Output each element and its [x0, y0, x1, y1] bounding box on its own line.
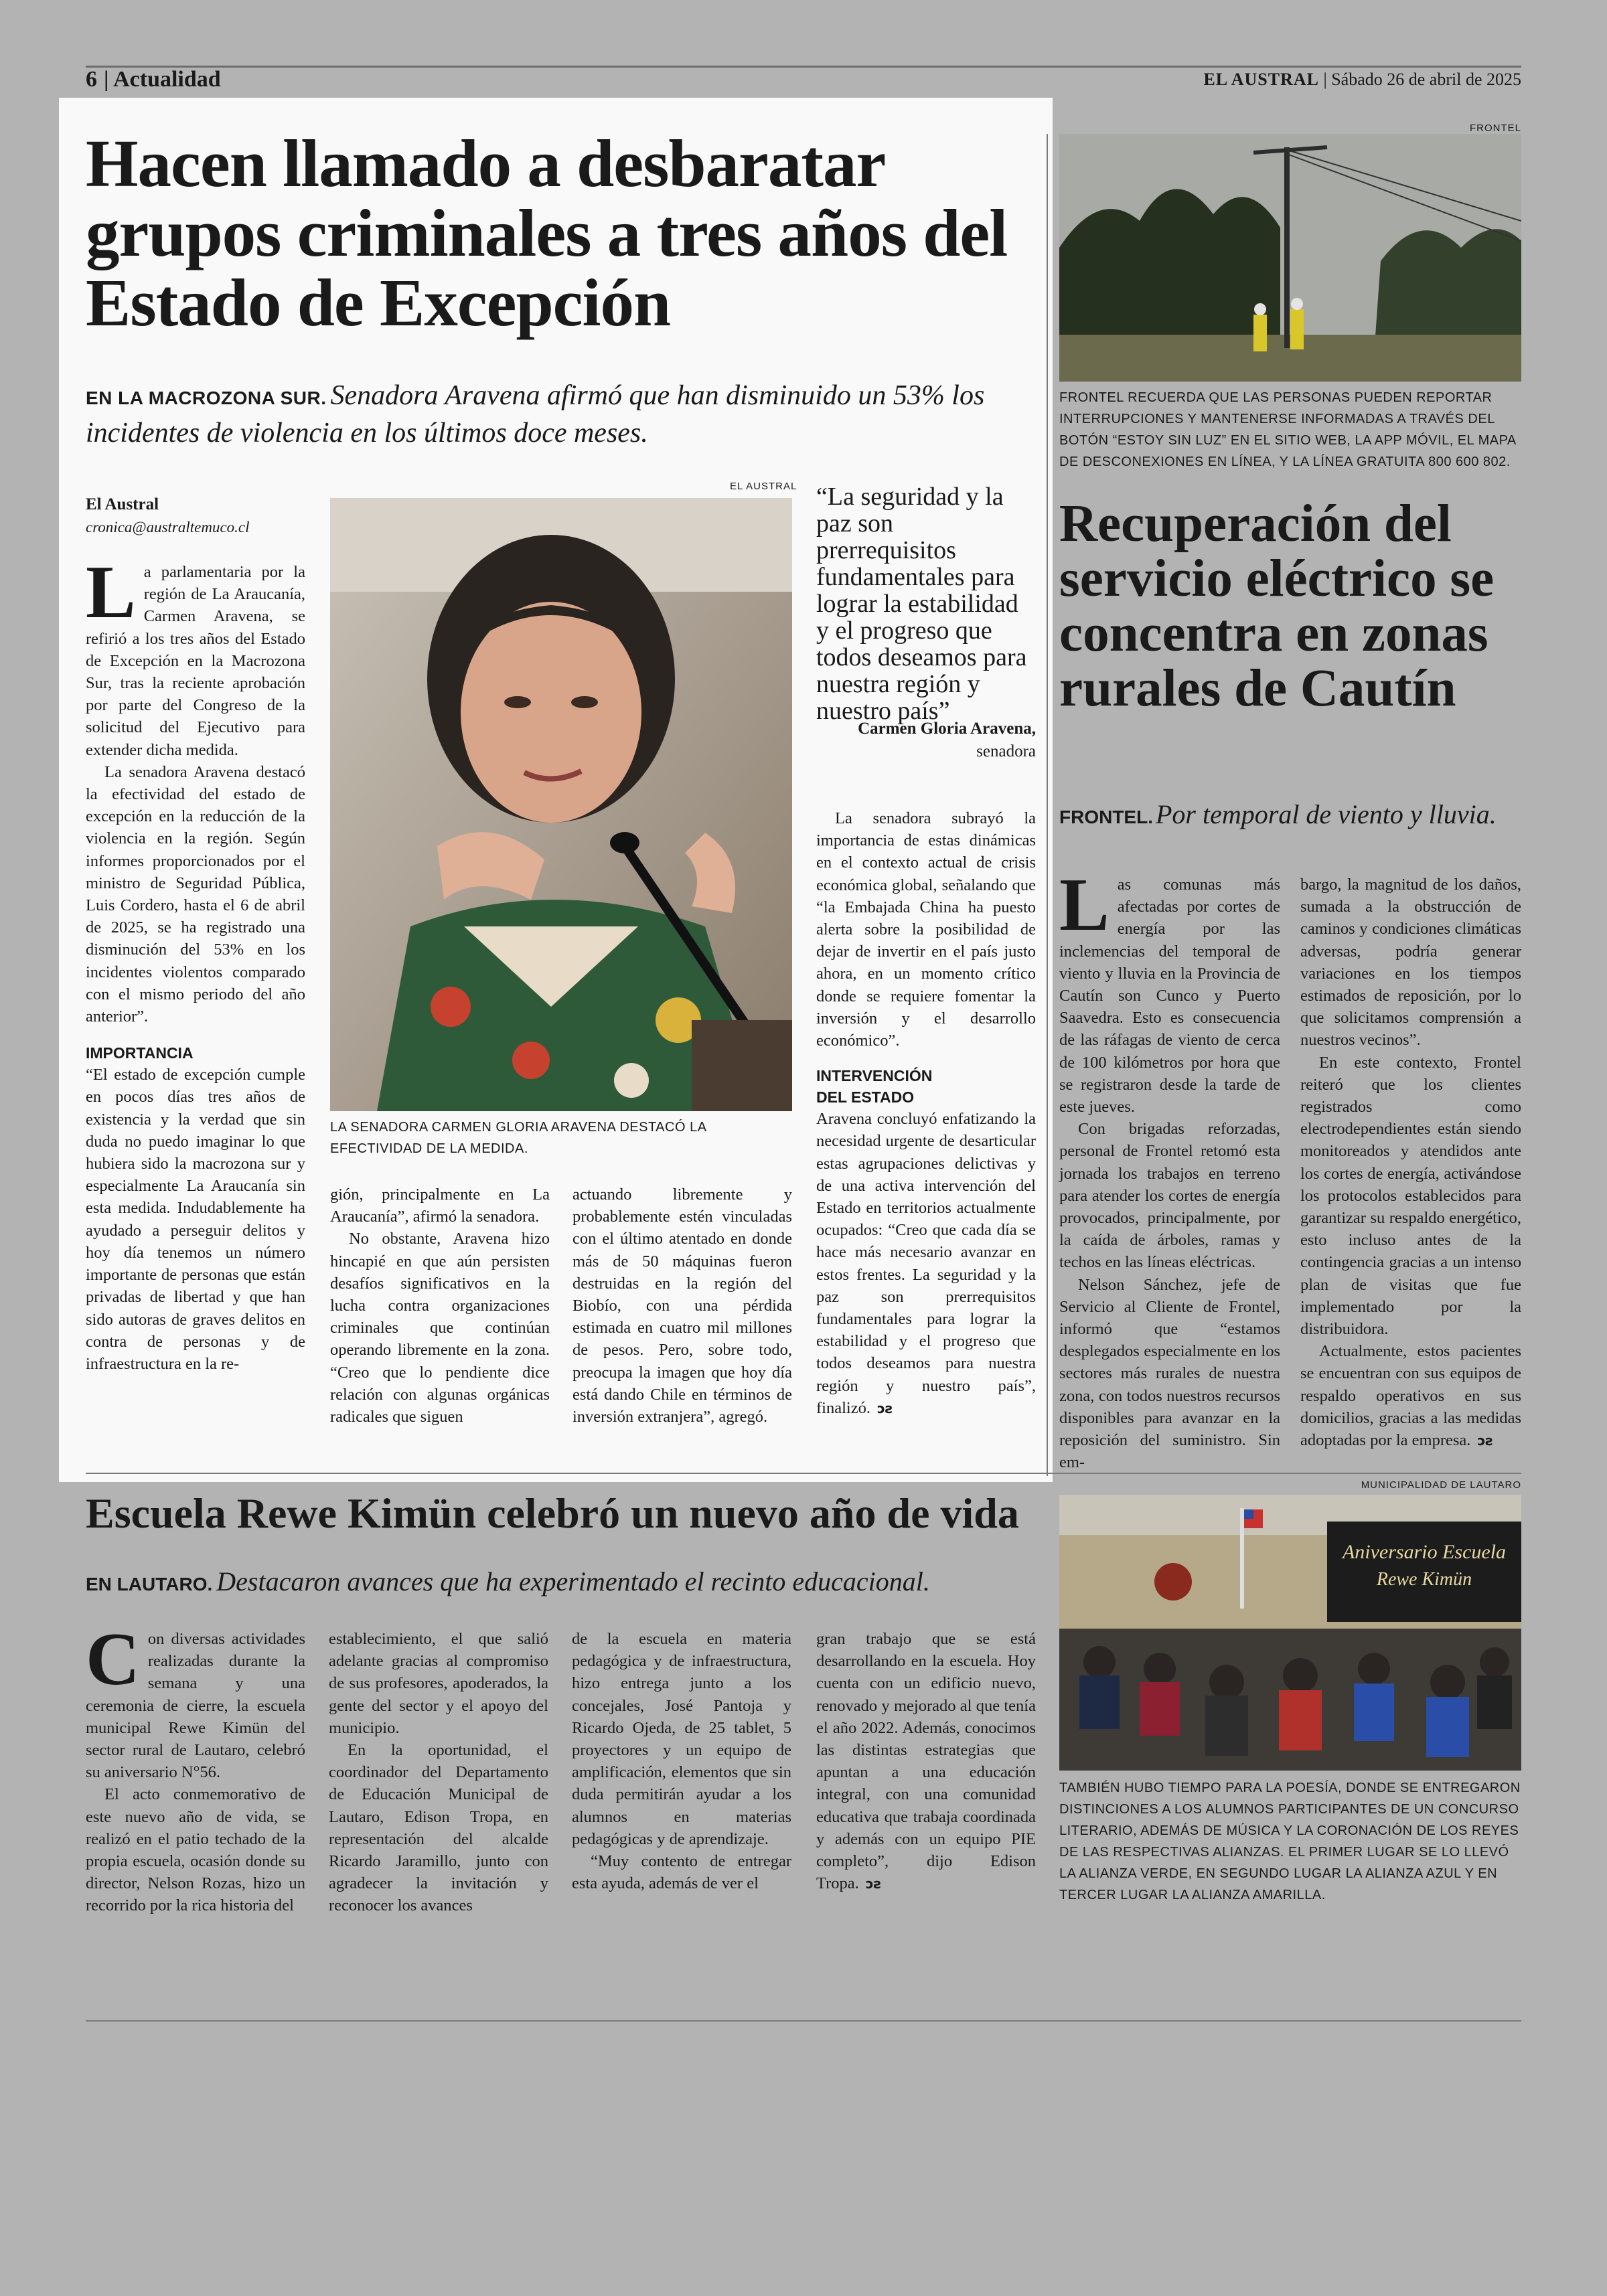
- lead-paragraph: [816, 1108, 1036, 1420]
- banner-line-1: Aniversario Escuela: [1342, 1541, 1507, 1563]
- bottom-paragraph: “Muy contento de entregar esta ayuda, además de ver el: [572, 1852, 791, 1893]
- side-kicker: FRONTEL.: [1059, 807, 1153, 827]
- byline: El Austral: [86, 495, 159, 513]
- side-paragraph: [1300, 1340, 1521, 1452]
- page-number: 6: [86, 67, 97, 92]
- lead-paragraph: actuando libremente y probablemente estén vinculadas con el último atentado en donde más de 50 máquinas fueron destruidas en la región del Biobío, con una pérdida estimada en cuatro mil millones de pesos. Pero, sobre todo, preocupa la imagen que hoy día está dando Chile en términos de inversión extranjera”, agregó.: [572, 1185, 792, 1426]
- bottom-paragraph: Con diversas actividades realizadas durante la semana y una ceremonia de cierre, la escuela municipal Rewe Kimün del sector rural de Lautaro, celebró su aniversario N°56.: [86, 1618, 305, 1782]
- power-line-photo: [1059, 134, 1521, 382]
- side-photo-credit: FRONTEL: [1469, 122, 1521, 134]
- lead-subhead-intervencion: INTERVENCIÓN DEL ESTADO: [816, 1067, 933, 1106]
- lead-photo-credit: EL AUSTRAL: [730, 481, 797, 492]
- bottom-closing-text: gran trabajo que se está desarrollando en la escuela. Hoy cuenta con un edificio nuevo, renovado y mejorado al que tenía el año 2022. Además, conocimos las distintas estrategias que apuntan a una educación integral, con una comunidad educativa que trabaja coordinada y además con un equipo PIE completo”, dijo Edison Tropa.: [816, 1630, 1036, 1893]
- bottom-deck: [86, 1565, 1050, 1601]
- lead-paragraph: La senadora subrayó la importancia de estas dinámicas en el contexto actual de crisis económica global, señalando que “la Embajada China ha puesto alerta sobre la posibilidad de dejar de invertir en el país justo ahora, en un momento crítico donde se requiere fomentar la inversión y el desarrollo económico”.: [816, 809, 1036, 1050]
- lead-paragraph: gión, principalmente en La Araucanía”, afirmó la senadora.: [330, 1185, 550, 1226]
- bottom-column-3: [572, 1628, 791, 1894]
- lead-column-4: [816, 807, 1036, 1420]
- school-ceremony-photo: [1059, 1495, 1521, 1771]
- bottom-paragraph: establecimiento, el que salió adelante gracias al compromiso de sus profesores, apoderados, la gente del sector y el apoyo del municipio.: [329, 1630, 548, 1737]
- lead-deck: [86, 378, 1050, 450]
- bottom-column-2: [329, 1628, 548, 1917]
- bottom-rule: [86, 2020, 1521, 2022]
- lead-column-3: [572, 1183, 792, 1428]
- senator-photo-illustration: [330, 498, 792, 1111]
- masthead: [1203, 70, 1521, 90]
- bottom-column-1: [86, 1618, 305, 1917]
- side-paragraph: Con brigadas reforzadas, personal de Frontel retomó esta jornada los trabajos en terreno para atender los cortes de energía provocados, principalmente, por la caída de árboles, ramas y techos en las líneas eléctricas.: [1059, 1120, 1280, 1272]
- bottom-paragraph: En la oportunidad, el coordinador del Departamento de Educación Municipal de Lautaro, Edison Tropa, en representación del alcalde Ricardo Jaramillo, junto con agradecer la invitación y reconocer los avances: [329, 1741, 548, 1915]
- bottom-kicker: EN LAUTARO.: [86, 1574, 213, 1594]
- side-paragraph: En este contexto, Frontel reiteró que los clientes registrados como electrodependientes están siendo monitoreados y atendidos ante los cortes de energía, activándose los protocolos establecidos para garantizar su respaldo energético, esto incluso antes de la contingencia gracias a un intenso plan de visitas que fue implementado por la distribuidora.: [1300, 1053, 1521, 1339]
- quote-author: Carmen Gloria Aravena,: [858, 720, 1036, 738]
- section-name: | Actualidad: [104, 67, 221, 92]
- end-of-article-mark: ↄƨ: [1477, 1432, 1494, 1449]
- column-divider: [1047, 134, 1048, 1476]
- side-paragraph: Nelson Sánchez, jefe de Servicio al Cliente de Frontel, informó que “estamos desplegados especialmente en los sectores más rurales de nuestra zona, con todos nuestros recursos disponibles para avanzar en la reposición del suministro. Sin em-: [1059, 1275, 1280, 1472]
- lead-column-2: [330, 1183, 550, 1428]
- lead-closing-text: Aravena concluyó enfatizando la necesidad urgente de desarticular estas agrupaciones delictivas y de una activa intervención del Estado en territorios actualmente ocupados: “Creo que cada día se hace más necesario avanzar en estos frentes. La seguridad y la paz son prerrequisitos fundamentales para lograr la estabilidad y el progreso que todos deseamos para nuestra región y nuestro país”, finalizó.: [816, 1110, 1036, 1417]
- quote-role: senadora: [976, 742, 1036, 760]
- side-paragraph: bargo, la magnitud de los daños, sumada a la obstrucción de caminos y condiciones climáticas adversas, podría generar variaciones en los tiempos estimados de reposición, por lo que solicitamos comprensión a nuestros vecinos”.: [1300, 876, 1521, 1050]
- lead-subhead-importancia: IMPORTANCIA: [86, 1044, 194, 1062]
- side-column-1: [1059, 864, 1280, 1473]
- bottom-column-4: [816, 1628, 1036, 1895]
- pull-quote: “La seguridad y la paz son prerrequisitos fundamentales para lograr la estabilidad y el progreso que todos deseamos para nuestra región y nuestro país”: [816, 483, 1027, 725]
- school-ceremony-illustration: [1059, 1495, 1521, 1771]
- lead-column-1: [86, 551, 305, 1375]
- bottom-deck-text: Destacaron avances que ha experimentado el recinto educacional.: [216, 1566, 930, 1596]
- bottom-paragraph: [816, 1628, 1036, 1895]
- side-deck: [1059, 798, 1521, 834]
- lead-photo-caption: LA SENADORA CARMEN GLORIA ARAVENA DESTACÓ LA EFECTIVIDAD DE LA MEDIDA.: [330, 1120, 706, 1156]
- side-headline: Recuperación del servicio eléctrico se concentra en zonas rurales de Cautín: [1059, 495, 1495, 718]
- senator-photo: [330, 498, 792, 1111]
- issue-date: | Sábado 26 de abril de 2025: [1323, 70, 1521, 89]
- power-line-illustration: [1059, 134, 1521, 382]
- side-paragraph: Las comunas más afectadas por cortes de energía por las inclemencias del temporal de viento y lluvia en la Provincia de Cautín son Cunco y Puerto Saavedra. Esto es consecuencia de las ráfagas de viento de cerca de 100 kilómetros por hora que se registraron desde la tarde de este jueves.: [1059, 864, 1280, 1117]
- lead-paragraph: “El estado de excepción cumple en pocos días tres años de existencia y la verdad que sin duda no puedo imaginar lo que hubiera sido la macrozona sur y especialmente La Araucanía sin esta medida. Indudablemente ha ayudado a perseguir delitos y hoy día tenemos un número importante de personas que están privadas de libertad y que han sido autoras de graves delitos en contra de personas y de infraestructura en la re-: [86, 1066, 305, 1373]
- lead-deck-text: Senadora Aravena afirmó que han disminuido un 53% los incidentes de violencia en los últimos doce meses.: [86, 380, 985, 448]
- lead-paragraph: La parlamentaria por la región de La Araucanía, Carmen Aravena, se refirió a los tres años del Estado de Excepción en la Macrozona Sur, tras la reciente aprobación por parte del Congreso de la solicitud del Ejecutivo para extender dicha medida.: [86, 551, 305, 759]
- end-of-article-mark: ↄƨ: [876, 1400, 893, 1416]
- bottom-photo-credit: MUNICIPALIDAD DE LAUTARO: [1361, 1479, 1521, 1491]
- lead-paragraph: La senadora Aravena destacó la efectividad del estado de excepción en la reducción de la violencia en la región. Según informes proporcionados por el ministro de Seguridad Pública, Luis Cordero, hasta el 6 de abril de 2025, se ha registrado una disminución del 53% en los incidentes violentos comparado con el mismo periodo del año anterior”.: [86, 762, 305, 1026]
- newspaper-name: EL AUSTRAL: [1203, 70, 1320, 89]
- lead-kicker: EN LA MACROZONA SUR.: [86, 388, 327, 408]
- page-header: [86, 67, 221, 92]
- lead-paragraph: No obstante, Aravena hizo hincapié en que aún persisten desafíos significativos en la lucha contra organizaciones criminales que continúan operando libremente en la zona. “Creo que lo pendiente dice relación con algunas orgánicas radicales que siguen: [330, 1230, 550, 1426]
- bottom-paragraph: El acto conmemorativo de este nuevo año de vida, se realizó en el patio techado de la propia escuela, ocasión donde su director, Nelson Rozas, hizo un recorrido por la rica historia del: [86, 1785, 305, 1915]
- side-photo-caption: FRONTEL RECUERDA QUE LAS PERSONAS PUEDEN REPORTAR INTERRUPCIONES Y MANTENERSE INFORMADAS A TRAVÉS DEL BOTÓN “ESTOY SIN LUZ” EN EL SITIO WEB, LA APP MÓVIL, EL MAPA DE DESCONEXIONES EN LÍNEA, Y LA LÍNEA GRATUITA 800 600 802.: [1059, 390, 1516, 469]
- bottom-paragraph: de la escuela en materia pedagógica y de infraestructura, hizo entrega junto a los concejales, José Pantoja y Ricardo Ojeda, de 25 tablet, 5 proyectores y un equipo de amplificación, elementos que sin duda permitirán ayudar a los alumnos en materias pedagógicas y de aprendizaje.: [572, 1630, 791, 1848]
- end-of-article-mark: ↄƨ: [865, 1876, 882, 1892]
- byline-email: cronica@australtemuco.cl: [86, 519, 250, 536]
- section-rule: [86, 1473, 1521, 1474]
- top-rule: [86, 66, 1521, 68]
- side-column-2: [1300, 874, 1521, 1452]
- lead-headline: Hacen llamado a desbaratar grupos criminales a tres años del Estado de Excepción: [86, 126, 1008, 340]
- side-deck-text: Por temporal de viento y lluvia.: [1156, 799, 1497, 829]
- banner-line-2: Rewe Kimün: [1376, 1569, 1472, 1590]
- side-closing-text: Actualmente, estos pacientes se encuentran con sus equipos de respaldo operativos en sus domicilios, gracias a las medidas adoptadas por la empresa.: [1300, 1342, 1521, 1450]
- bottom-photo-caption: TAMBIÉN HUBO TIEMPO PARA LA POESÍA, DONDE SE ENTREGARON DISTINCIONES A LOS ALUMNOS PARTICIPANTES DE UN CONCURSO LITERARIO, ADEMÁS DE MÚSICA Y LA CORONACIÓN DE LOS REYES DE LAS RESPECTIVAS ALIANZAS. EL PRIMER LUGAR SE LO LLEVÓ LA ALIANZA VERDE, EN SEGUNDO LUGAR LA ALIANZA AZUL Y EN TERCER LUGAR LA ALIANZA AMARILLA.: [1059, 1781, 1521, 1902]
- bottom-headline: Escuela Rewe Kimün celebró un nuevo año de vida: [86, 1489, 1019, 1537]
- pull-quote-attribution: [816, 718, 1036, 763]
